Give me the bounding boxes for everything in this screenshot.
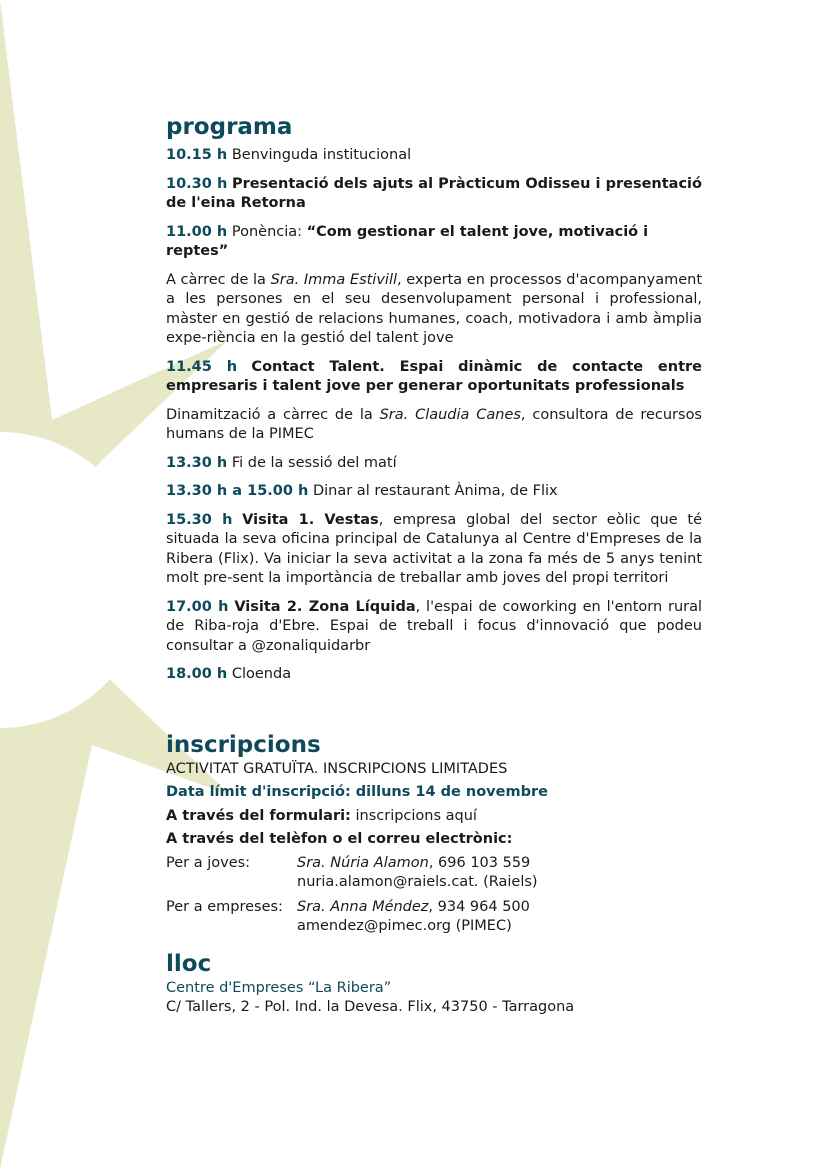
item-prefix: Ponència: xyxy=(231,223,307,240)
venue-address: C/ Tallers, 2 - Pol. Ind. la Devesa. Flix, 43750 - Tarragona xyxy=(166,999,575,1015)
item-text: , empresa global del sector eòlic que té situada la seva oficina principal de Catalunya al Centre d'Empreses de la Ribera (Flix). Va iniciar la seva activitat a la zona fa més de 5 anys tenint molt pre-sent la importància de treballar amb joves del propi territori xyxy=(166,511,702,586)
programa-list xyxy=(166,146,702,685)
item-time: 15.30 h xyxy=(166,511,233,528)
item-time: 18.00 h xyxy=(166,666,228,682)
programa-item xyxy=(166,146,702,166)
programa-section xyxy=(166,112,702,685)
programa-item xyxy=(166,175,702,214)
contact-details xyxy=(297,854,538,893)
programa-item xyxy=(166,223,702,262)
item-text: Dinar al restaurant Ànima, de Flix xyxy=(312,483,558,499)
contact-name-line xyxy=(297,898,530,918)
item-text: Presentació dels ajuts al Pràcticum Odisseu i presentació de l'eina Retorna xyxy=(166,175,702,211)
item-time: 17.00 h xyxy=(166,598,229,615)
item-text: “Com gestionar el talent jove, motivació i reptes” xyxy=(166,223,649,259)
contact-row xyxy=(166,898,702,937)
speaker-name: Sra. Imma Estivill xyxy=(270,271,398,288)
contact-phone: , 934 964 500 xyxy=(428,898,530,915)
item-text: , consultora de recursos humans de la PIMEC xyxy=(166,406,702,442)
programa-item-detail xyxy=(166,271,702,349)
contact-name: Sra. Núria Alamon xyxy=(297,854,429,871)
item-text: Cloenda xyxy=(231,666,292,682)
contact-email[interactable]: amendez@pimec.org (PIMEC) xyxy=(297,918,512,934)
venue-name: Centre d'Empreses “La Ribera” xyxy=(166,979,392,996)
item-text: Fi de la sessió del matí xyxy=(231,454,397,471)
item-time: 13.30 h a 15.00 h xyxy=(166,483,309,499)
programa-item xyxy=(166,665,702,685)
programa-item xyxy=(166,482,702,502)
programa-item xyxy=(166,598,702,657)
contact-row xyxy=(166,854,702,893)
programa-item xyxy=(166,511,702,589)
item-text: , experta en processos d'acompanyament a les persones en el seu desenvolupament personal i professional, màster en gestió de relacions humanes, coach, motivadora i amb àmplia expe-riència en la gestió del talent jove xyxy=(166,271,703,346)
visit-label: Visita 2. Zona Líquida xyxy=(234,598,416,615)
item-time: 13.30 h xyxy=(166,454,228,471)
item-prefix: A càrrec de la xyxy=(166,271,271,288)
programa-item-detail xyxy=(166,406,702,445)
item-prefix: Dinamització a càrrec de la xyxy=(166,406,380,423)
programa-item xyxy=(166,358,702,397)
programa-heading: programa xyxy=(166,114,293,140)
compass-star-center xyxy=(0,432,148,728)
phone-email-label: A través del telèfon o el correu electrònic: xyxy=(166,831,513,847)
item-text: , l'espai de coworking en l'entorn rural de Riba-roja d'Ebre. Espai de treball i focus d'innovació que podeu consultar a @zonaliquidarbr xyxy=(166,598,703,654)
contact-email[interactable]: nuria.alamon@raiels.cat. (Raiels) xyxy=(297,874,538,890)
contact-name-line xyxy=(297,854,538,874)
item-time: 11.00 h xyxy=(166,223,228,240)
inscripcions-heading: inscripcions xyxy=(166,731,321,758)
programa-item xyxy=(166,454,702,474)
free-activity-notice: ACTIVITAT GRATUÏTA. INSCRIPCIONS LIMITADES xyxy=(166,760,508,777)
lloc-section xyxy=(166,949,702,1018)
item-text: Benvinguda institucional xyxy=(231,147,412,163)
speaker-name: Sra. Claudia Canes xyxy=(379,406,521,423)
lloc-heading: lloc xyxy=(166,950,212,977)
item-time: 10.15 h xyxy=(166,147,228,163)
visit-label: Visita 1. Vestas xyxy=(242,511,379,528)
inscripcions-section xyxy=(166,730,702,937)
contact-label: Per a joves: xyxy=(166,854,251,871)
registration-deadline: Data límit d'inscripció: dilluns 14 de novembre xyxy=(166,784,548,800)
item-time: 11.45 h xyxy=(166,358,238,375)
form-line xyxy=(166,807,702,827)
form-label: A través del formulari: xyxy=(166,807,351,824)
document-content xyxy=(166,112,702,1018)
form-link[interactable]: inscripcions aquí xyxy=(350,807,477,824)
contact-name: Sra. Anna Méndez xyxy=(297,898,429,915)
item-text: Contact Talent. Espai dinàmic de contacte entre empresaris i talent jove per generar oportunitats professionals xyxy=(166,358,702,394)
item-time: 10.30 h xyxy=(166,175,228,192)
contact-phone: , 696 103 559 xyxy=(428,854,531,871)
contact-label: Per a empreses: xyxy=(166,898,283,915)
contact-details xyxy=(297,898,530,937)
